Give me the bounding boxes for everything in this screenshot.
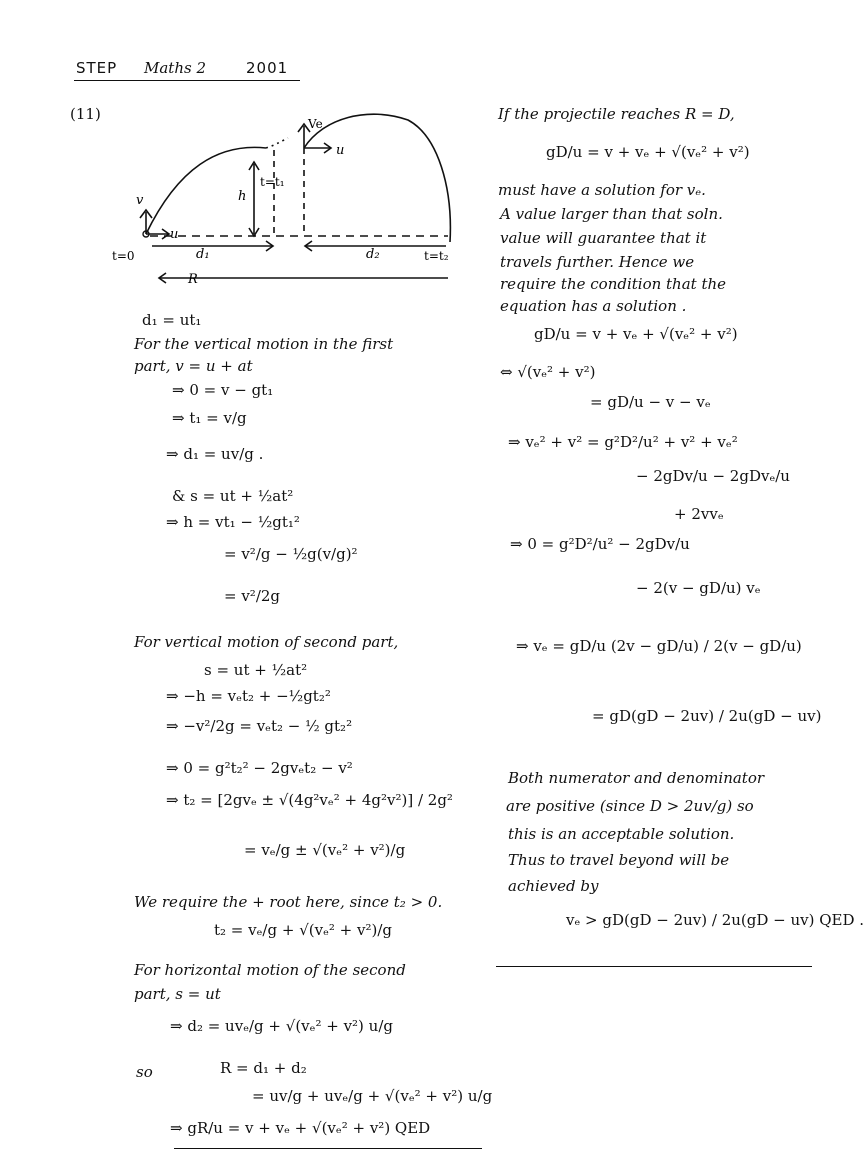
header-underline: [74, 80, 300, 81]
right-line-2: gD/u = v + vₑ + √(vₑ² + v²): [546, 143, 750, 161]
left-line-3: part, v = u + at: [134, 357, 253, 375]
right-line-7: require the condition that the: [500, 275, 727, 293]
left-line-6: ⇒ d₁ = uv/g .: [166, 445, 264, 463]
left-line-17: = vₑ/g ± √(vₑ² + v²)/g: [244, 841, 406, 859]
right-line-19: Both numerator and denominator: [508, 769, 765, 787]
header-exam: STEP: [76, 59, 118, 77]
right-line-3: must have a solution for vₑ.: [498, 181, 706, 199]
left-line-14: ⇒ −v²/2g = vₑt₂ − ½ gt₂²: [166, 717, 353, 735]
left-line-8: ⇒ h = vt₁ − ½gt₁²: [166, 513, 300, 531]
right-line-21: this is an acceptable solution.: [508, 825, 735, 843]
left-line-13: ⇒ −h = vₑt₂ + −½gt₂²: [166, 687, 331, 705]
left-line-2: For the vertical motion in the first: [134, 335, 394, 353]
left-line-9: = v²/g − ½g(v/g)²: [224, 545, 358, 563]
left-line-10: = v²/2g: [224, 587, 281, 605]
left-line-7: & s = ut + ½at²: [172, 487, 294, 505]
label-h: h: [238, 189, 247, 204]
label-t0: t=0: [112, 249, 135, 263]
header-paper: Maths 2: [144, 59, 206, 77]
right-line-12: ⇒ vₑ² + v² = g²D²/u² + v² + vₑ²: [508, 433, 738, 451]
left-line-22: ⇒ d₂ = uvₑ/g + √(vₑ² + v²) u/g: [170, 1017, 393, 1035]
right-line-11: = gD/u − v − vₑ: [590, 393, 711, 411]
right-line-5: value will guarantee that it: [500, 229, 707, 247]
label-t2: t=t₂: [424, 249, 449, 263]
left-line-26: ⇒ gR/u = v + vₑ + √(vₑ² + v²) QED: [170, 1119, 431, 1137]
left-line-24: R = d₁ + d₂: [220, 1059, 307, 1077]
right-line-23: achieved by: [508, 877, 599, 895]
label-d1: d₁: [196, 247, 210, 262]
left-end-rule: [174, 1148, 482, 1149]
label-v: v: [136, 193, 144, 208]
header-year: 2001: [246, 59, 289, 77]
left-line-5: ⇒ t₁ = v/g: [172, 409, 247, 427]
left-line-16: ⇒ t₂ = [2gvₑ ± √(4g²vₑ² + 4g²v²)] / 2g²: [166, 791, 453, 809]
label-u-top: u: [336, 143, 345, 158]
left-line-1: d₁ = ut₁: [142, 311, 202, 329]
right-line-6: travels further. Hence we: [500, 253, 695, 271]
right-line-20: are positive (since D > 2uv/g) so: [506, 797, 754, 815]
right-line-15: ⇒ 0 = g²D²/u² − 2gDv/u: [510, 535, 690, 553]
right-end-rule: [496, 966, 812, 967]
projectile-diagram: [108, 108, 468, 298]
label-t1: t=t₁: [260, 175, 285, 189]
right-line-10: ⇔ √(vₑ² + v²): [500, 363, 596, 381]
right-line-4: A value larger than that soln.: [500, 205, 723, 223]
label-R: R: [188, 272, 198, 287]
right-line-13: − 2gDv/u − 2gDvₑ/u: [636, 467, 790, 485]
label-u-left: u: [170, 227, 179, 242]
right-line-9: gD/u = v + vₑ + √(vₑ² + v²): [534, 325, 738, 343]
label-ve: Ve: [308, 117, 323, 131]
right-line-22: Thus to travel beyond will be: [508, 851, 730, 869]
left-line-11: For vertical motion of second part,: [134, 633, 399, 651]
right-line-14: + 2vvₑ: [674, 505, 724, 523]
left-line-15: ⇒ 0 = g²t₂² − 2gvₑt₂ − v²: [166, 759, 353, 777]
left-line-19: t₂ = vₑ/g + √(vₑ² + v²)/g: [214, 921, 392, 939]
right-line-1: If the projectile reaches R = D,: [498, 105, 735, 123]
left-line-20: For horizontal motion of the second: [134, 961, 406, 979]
right-line-16: − 2(v − gD/u) vₑ: [636, 579, 761, 597]
left-line-23: so: [136, 1063, 153, 1081]
left-line-18: We require the + root here, since t₂ > 0.: [134, 893, 443, 911]
label-d2: d₂: [366, 247, 380, 262]
left-line-12: s = ut + ½at²: [204, 661, 308, 679]
left-line-4: ⇒ 0 = v − gt₁: [172, 381, 274, 399]
left-line-21: part, s = ut: [134, 985, 221, 1003]
right-line-18: = gD(gD − 2uv) / 2u(gD − uv): [592, 707, 822, 725]
question-number: (11): [70, 105, 101, 123]
right-line-24: vₑ > gD(gD − 2uv) / 2u(gD − uv) QED .: [566, 911, 864, 929]
left-line-25: = uv/g + uvₑ/g + √(vₑ² + v²) u/g: [252, 1087, 493, 1105]
right-line-8: equation has a solution .: [500, 297, 687, 315]
right-line-17: ⇒ vₑ = gD/u (2v − gD/u) / 2(v − gD/u): [516, 637, 802, 655]
